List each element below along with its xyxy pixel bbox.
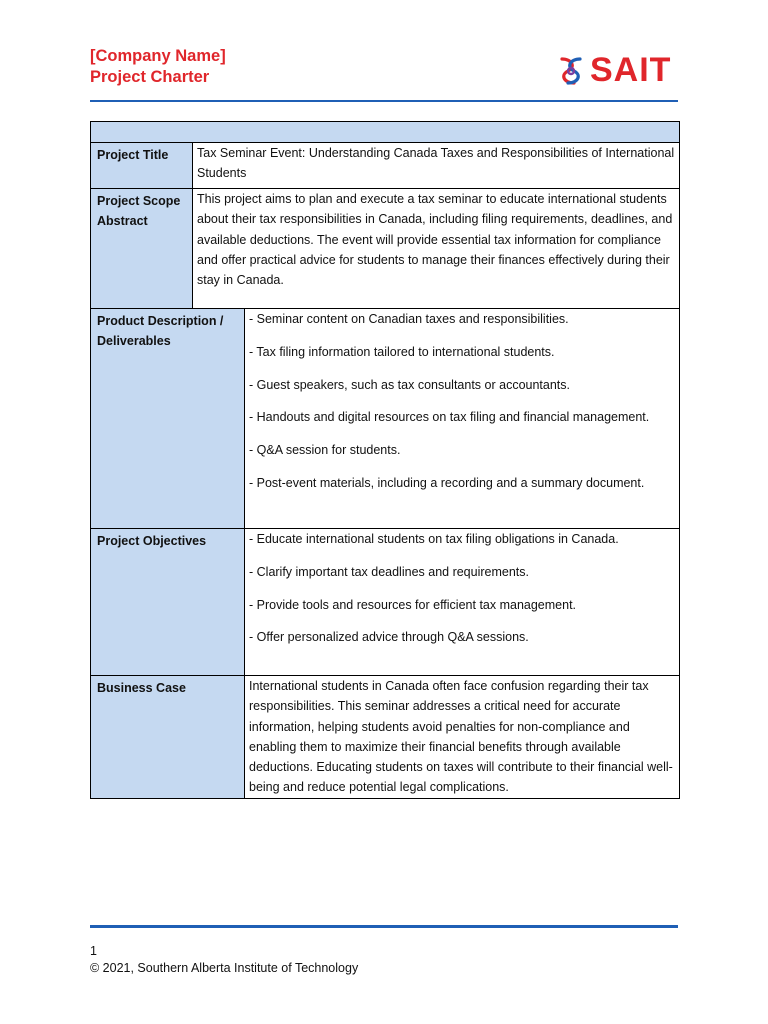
objectives-label: Project Objectives <box>91 529 245 676</box>
deliverables-list <box>245 309 680 529</box>
objectives-list <box>245 529 680 676</box>
list-item: - Educate international students on tax filing obligations in Canada. <box>249 532 619 546</box>
row-business-case <box>91 676 680 799</box>
copyright-notice: © 2021, Southern Alberta Institute of Technology <box>90 961 359 975</box>
page-number: 1 <box>90 944 97 958</box>
list-item: - Clarify important tax deadlines and requirements. <box>249 564 529 579</box>
list-item: - Seminar content on Canadian taxes and responsibilities. <box>249 312 569 326</box>
row-deliverables <box>91 309 680 529</box>
row-project-scope <box>91 189 680 309</box>
deliverables-label: Product Description / Deliverables <box>91 309 245 529</box>
header-divider <box>90 100 678 102</box>
project-charter-table <box>90 121 680 799</box>
sait-logo-icon <box>554 53 588 87</box>
list-item: - Post-event materials, including a recording and a summary document. <box>249 475 645 490</box>
project-title-label: Project Title <box>91 143 193 189</box>
footer-divider <box>90 925 678 928</box>
project-scope-value: This project aims to plan and execute a tax seminar to educate international students about their tax responsibilities in Canada, including filing requirements, deadlines, and available deductions. The event will provide essential tax information for compliance and offer practical advice for students to manage their finances effectively during their stay in Canada. <box>193 189 680 309</box>
table-header-band <box>91 122 680 143</box>
list-item: - Guest speakers, such as tax consultants or accountants. <box>249 377 570 392</box>
logo-wordmark: SAIT <box>590 51 672 89</box>
document-header <box>90 46 226 88</box>
business-case-value: International students in Canada often face confusion regarding their tax responsibilities. This seminar addresses a critical need for accurate information, helping students avoid penalties for non-compliance and enabling them to maximize their financial benefits through available deductions. Educating students on taxes will contribute to their financial well-being and reduce potential legal complications. <box>245 676 680 799</box>
project-title-value: Tax Seminar Event: Understanding Canada Taxes and Responsibilities of International Students <box>193 143 680 189</box>
list-item: - Provide tools and resources for efficient tax management. <box>249 597 577 612</box>
sait-logo <box>554 52 671 88</box>
business-case-label: Business Case <box>91 676 245 799</box>
company-name: [Company Name] <box>90 47 226 65</box>
list-item: - Tax filing information tailored to international students. <box>249 344 555 359</box>
list-item: - Handouts and digital resources on tax filing and financial management. <box>249 410 650 425</box>
row-project-title <box>91 143 680 189</box>
list-item: - Q&A session for students. <box>249 443 401 458</box>
project-scope-label: Project Scope Abstract <box>91 189 193 309</box>
row-objectives <box>91 529 680 676</box>
table-header-row <box>91 122 680 143</box>
document-title: Project Charter <box>90 68 210 86</box>
list-item: - Offer personalized advice through Q&A sessions. <box>249 630 529 645</box>
